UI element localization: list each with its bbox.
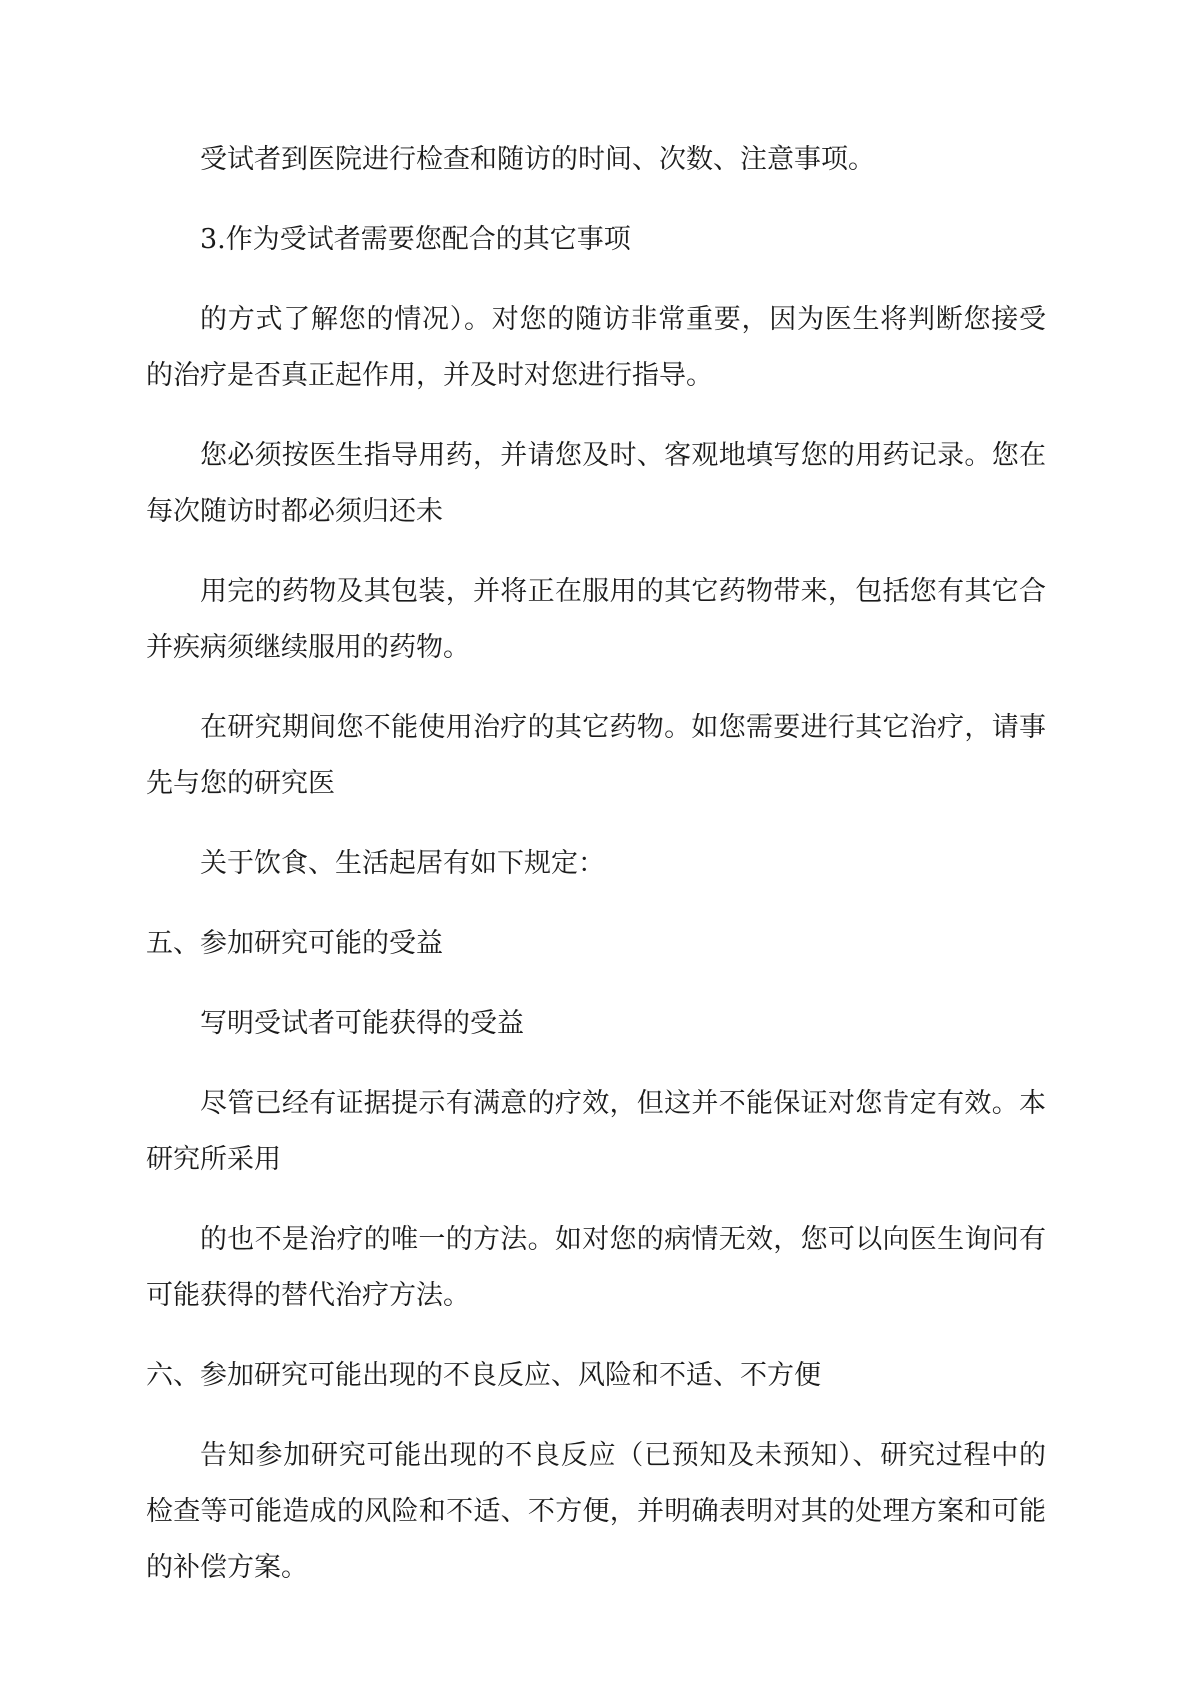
paragraph-return-medication: 用完的药物及其包装，并将正在服用的其它药物带来，包括您有其它合并疾病须继续服用的药物。 (146, 576, 1046, 663)
paragraph-alternative-treatment: 的也不是治疗的唯一的方法。如对您的病情无效，您可以向医生询问有可能获得的替代治疗方法。 (146, 1224, 1046, 1311)
paragraph-benefits-note: 写明受试者可能获得的受益 (200, 1008, 524, 1039)
paragraph-medication-record: 您必须按医生指导用药，并请您及时、客观地填写您的用药记录。您在每次随访时都必须归还未 (146, 440, 1046, 527)
document-body (146, 132, 1046, 1620)
section-heading-risks: 六、参加研究可能出现的不良反应、风险和不适、不方便 (146, 1360, 821, 1391)
section-heading-benefits: 五、参加研究可能的受益 (146, 928, 443, 959)
paragraph-follow-up-importance: 的方式了解您的情况）。对您的随访非常重要，因为医生将判断您接受的治疗是否真正起作用，并及时对您进行指导。 (146, 304, 1046, 391)
paragraph-risks-description: 告知参加研究可能出现的不良反应（已预知及未预知）、研究过程中的检查等可能造成的风险和不适、不方便，并明确表明对其的处理方案和可能的补偿方案。 (146, 1440, 1046, 1583)
paragraph-efficacy-disclaimer: 尽管已经有证据提示有满意的疗效，但这并不能保证对您肯定有效。本研究所采用 (146, 1088, 1046, 1175)
paragraph-other-medication: 在研究期间您不能使用治疗的其它药物。如您需要进行其它治疗，请事先与您的研究医 (146, 712, 1046, 799)
paragraph-diet-rules: 关于饮食、生活起居有如下规定： (200, 848, 605, 879)
paragraph-visit-schedule: 受试者到医院进行检查和随访的时间、次数、注意事项。 (200, 144, 875, 175)
section-heading-cooperation: 3.作为受试者需要您配合的其它事项 (200, 224, 631, 255)
